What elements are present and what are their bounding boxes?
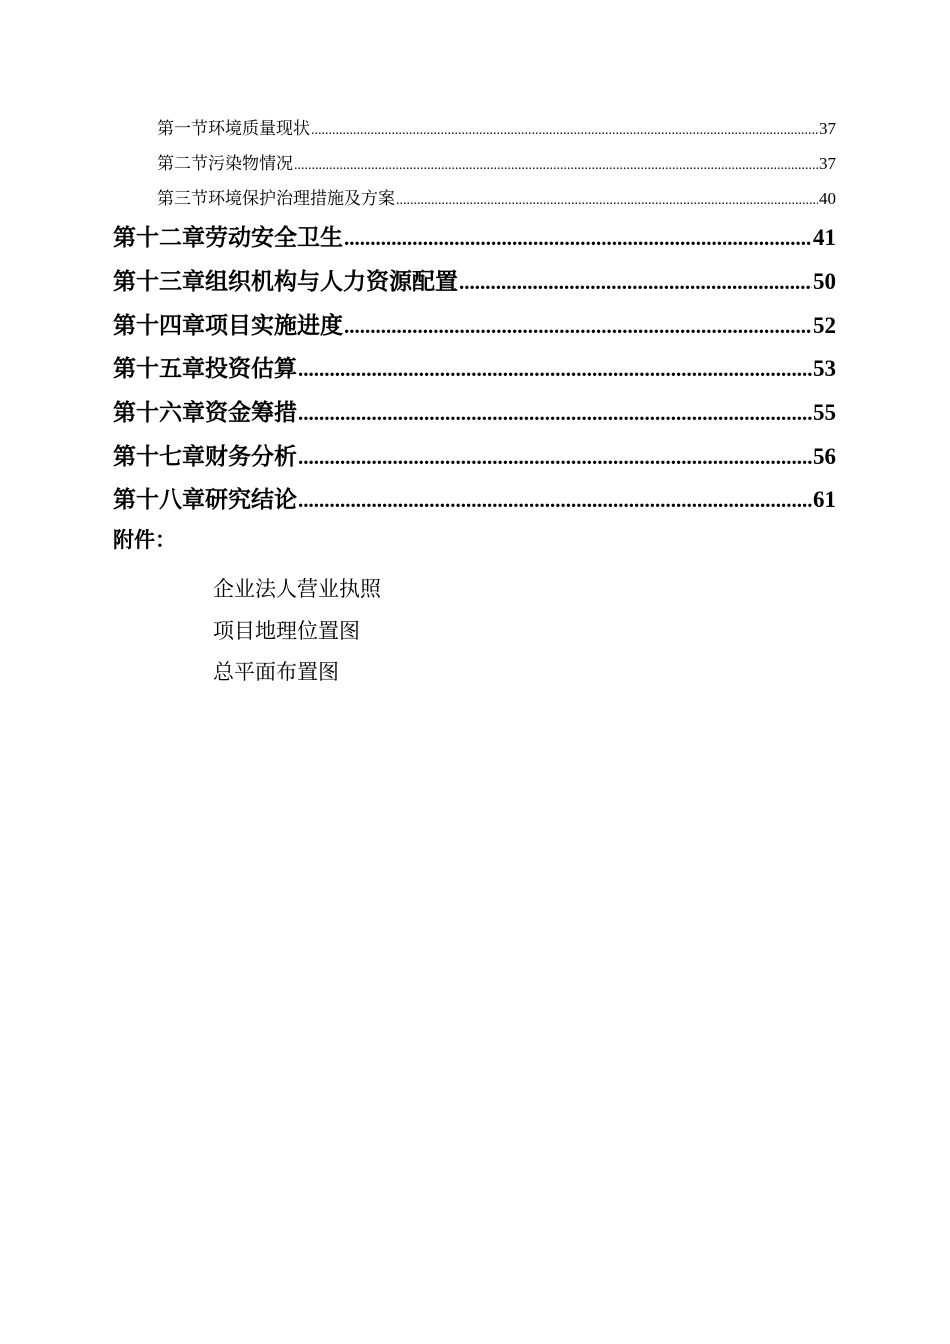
chapter-title: 资金筹措 bbox=[205, 400, 297, 425]
page-number: 56 bbox=[813, 444, 836, 469]
chapter-title: 劳动安全卫生 bbox=[205, 225, 343, 250]
section-number: 第三节 bbox=[157, 189, 208, 208]
section-title: 污染物情况 bbox=[208, 154, 293, 173]
page-number: 37 bbox=[819, 119, 836, 138]
toc-chapter-row[interactable] bbox=[113, 263, 836, 296]
page-number: 41 bbox=[813, 225, 836, 250]
toc-section-row[interactable] bbox=[157, 149, 836, 174]
chapter-title: 投资估算 bbox=[205, 356, 297, 381]
dot-leader bbox=[298, 401, 812, 426]
toc-chapter-row[interactable] bbox=[113, 219, 836, 252]
dot-leader bbox=[344, 314, 812, 339]
chapter-number: 第十五章 bbox=[113, 356, 205, 381]
page-number: 40 bbox=[819, 189, 836, 208]
dot-leader bbox=[344, 226, 812, 251]
chapter-number: 第十六章 bbox=[113, 400, 205, 425]
page-number: 53 bbox=[813, 356, 836, 381]
chapter-number: 第十七章 bbox=[113, 444, 205, 469]
section-title: 环境保护治理措施及方案 bbox=[208, 189, 395, 208]
section-number: 第二节 bbox=[157, 154, 208, 173]
dot-leader bbox=[311, 123, 818, 139]
page-number: 50 bbox=[813, 269, 836, 294]
toc-section-row[interactable] bbox=[157, 114, 836, 139]
section-title: 环境质量现状 bbox=[208, 119, 310, 138]
dot-leader bbox=[298, 445, 812, 470]
chapter-title: 项目实施进度 bbox=[205, 313, 343, 338]
page-number: 52 bbox=[813, 313, 836, 338]
toc-chapter-row[interactable] bbox=[113, 350, 836, 383]
appendix-item: 企业法人营业执照 bbox=[213, 577, 381, 601]
chapter-title: 研究结论 bbox=[205, 487, 297, 512]
toc-chapter-row[interactable] bbox=[113, 438, 836, 471]
toc-chapter-row[interactable] bbox=[113, 307, 836, 340]
page-number: 55 bbox=[813, 400, 836, 425]
dot-leader bbox=[294, 158, 818, 174]
appendix-item: 总平面布置图 bbox=[213, 660, 339, 684]
chapter-number: 第十二章 bbox=[113, 225, 205, 250]
dot-leader bbox=[459, 270, 812, 295]
toc-chapter-row[interactable] bbox=[113, 394, 836, 427]
chapter-number: 第十八章 bbox=[113, 487, 205, 512]
appendix-item: 项目地理位置图 bbox=[213, 619, 360, 643]
toc-chapter-row[interactable] bbox=[113, 481, 836, 514]
section-number: 第一节 bbox=[157, 119, 208, 138]
page-number: 37 bbox=[819, 154, 836, 173]
dot-leader bbox=[298, 357, 812, 382]
appendix-label: 附件： bbox=[113, 528, 176, 552]
chapter-number: 第十四章 bbox=[113, 313, 205, 338]
dot-leader bbox=[396, 193, 818, 209]
page-number: 61 bbox=[813, 487, 836, 512]
chapter-number: 第十三章 bbox=[113, 269, 205, 294]
dot-leader bbox=[298, 488, 812, 513]
toc-section-row[interactable] bbox=[157, 184, 836, 209]
chapter-title: 财务分析 bbox=[205, 444, 297, 469]
chapter-title: 组织机构与人力资源配置 bbox=[205, 269, 458, 294]
